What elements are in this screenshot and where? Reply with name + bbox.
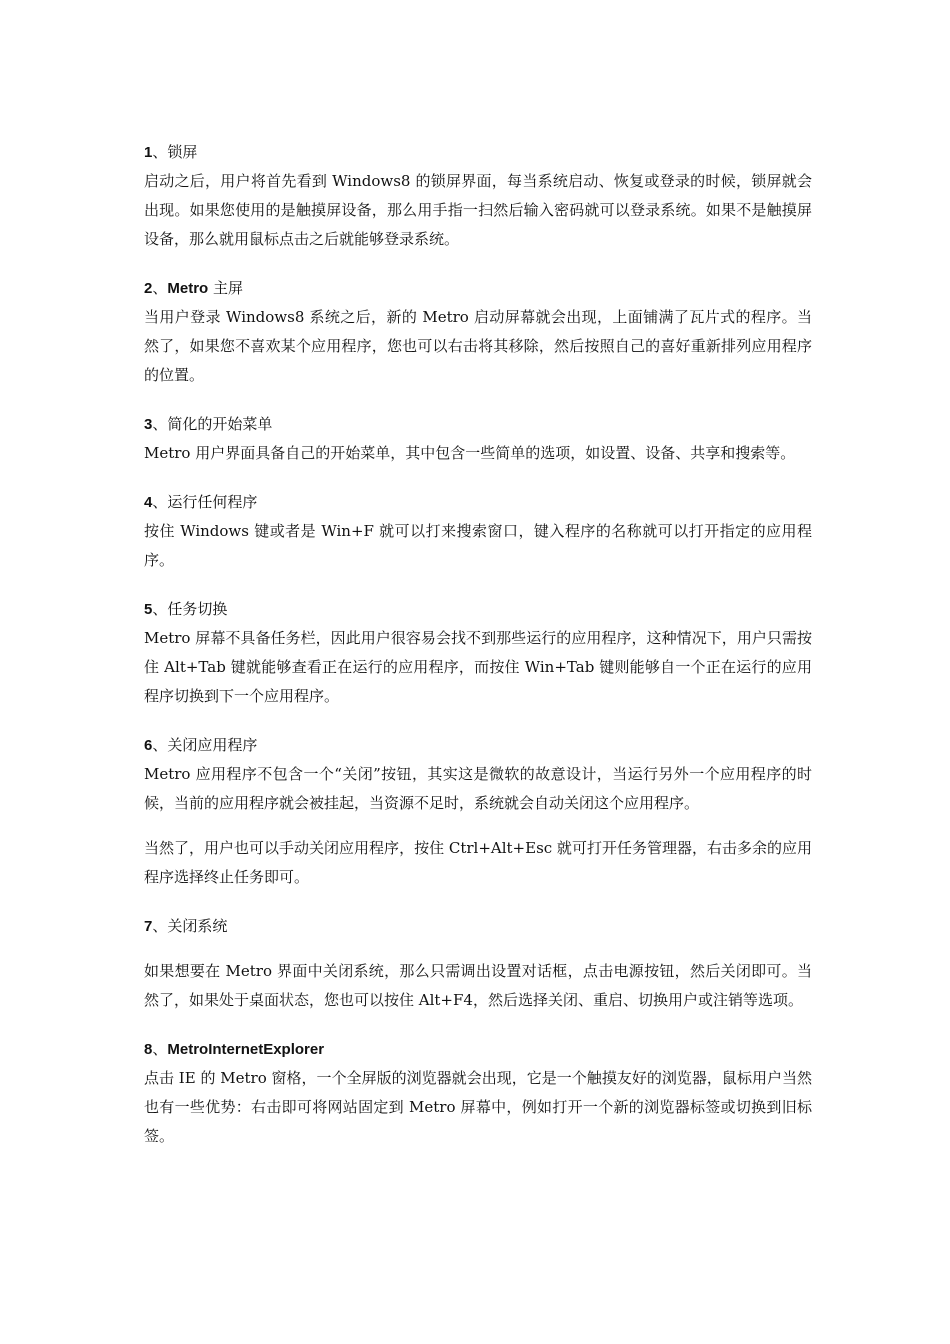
section-title: 、关闭系统 (152, 917, 228, 935)
section-title-separator: 、 (152, 279, 168, 297)
section-title: 、任务切换 (152, 600, 228, 618)
section-shutdown (144, 912, 812, 1015)
section-paragraph: Metro 应用程序不包含一个“关闭”按钮，其实这是微软的故意设计，当运行另外一个应用程序的时候，当前的应用程序就会被挂起，当资源不足时，系统就会自动关闭这个应用程序。 (144, 765, 812, 812)
section-paragraph: 点击 IE 的 Metro 窗格，一个全屏版的浏览器就会出现，它是一个触摸友好的浏览器，鼠标用户当然也有一些优势：右击即可将网站固定到 Metro 屏幕中，例如打开一个新的浏览器标签或切换到旧标签。 (144, 1069, 812, 1145)
section-title: 、运行任何程序 (152, 493, 258, 511)
section-heading (144, 731, 812, 760)
section-number: 5 (144, 601, 153, 618)
section-number: 4 (144, 494, 153, 511)
section-number: 8 (144, 1041, 153, 1058)
section-heading (144, 912, 812, 941)
section-title: 、简化的开始菜单 (152, 415, 273, 433)
section-start-menu (144, 410, 812, 468)
section-heading (144, 595, 812, 624)
section-close-app (144, 731, 812, 892)
section-title: 主屏 (208, 279, 243, 297)
section-heading (144, 488, 812, 517)
section-number: 1 (144, 144, 153, 161)
section-title-separator: 、 (152, 1040, 168, 1058)
section-number: 2 (144, 280, 153, 297)
section-paragraph: 当用户登录 Windows8 系统之后，新的 Metro 启动屏幕就会出现，上面铺满了瓦片式的程序。当然了，如果您不喜欢某个应用程序，您也可以右击将其移除，然后按照自己的喜好重新排列应用程序的位置。 (144, 308, 812, 384)
section-number: 7 (144, 918, 153, 935)
section-heading (144, 1035, 812, 1064)
section-title-latin: MetroInternetExplorer (167, 1041, 325, 1058)
section-heading (144, 138, 812, 167)
section-metro-home (144, 274, 812, 390)
section-metro-ie (144, 1035, 812, 1151)
section-title-latin: Metro (167, 280, 209, 297)
section-number: 6 (144, 737, 153, 754)
section-heading (144, 410, 812, 439)
section-lock-screen (144, 138, 812, 254)
section-heading (144, 274, 812, 303)
document-page (144, 138, 812, 1151)
section-paragraph: Metro 用户界面具备自己的开始菜单，其中包含一些简单的选项，如设置、设备、共享和搜索等。 (144, 444, 796, 462)
section-task-switch (144, 595, 812, 711)
section-paragraph: 按住 Windows 键或者是 Win+F 就可以打来搜索窗口，键入程序的名称就可以打开指定的应用程序。 (144, 522, 812, 569)
section-title: 、关闭应用程序 (152, 736, 258, 754)
section-paragraph: 当然了，用户也可以手动关闭应用程序，按住 Ctrl+Alt+Esc 就可打开任务管理器，右击多余的应用程序选择终止任务即可。 (144, 839, 812, 886)
section-number: 3 (144, 416, 153, 433)
section-title: 、锁屏 (152, 143, 198, 161)
section-paragraph: 如果想要在 Metro 界面中关闭系统，那么只需调出设置对话框，点击电源按钮，然后关闭即可。当然了，如果处于桌面状态，您也可以按住 Alt+F4，然后选择关闭、重启、切换用户或注销等选项。 (144, 962, 812, 1009)
section-run-program (144, 488, 812, 575)
section-paragraph: 启动之后，用户将首先看到 Windows8 的锁屏界面，每当系统启动、恢复或登录的时候，锁屏就会出现。如果您使用的是触摸屏设备，那么用手指一扫然后输入密码就可以登录系统。如果不是触摸屏设备，那么就用鼠标点击之后就能够登录系统。 (144, 172, 812, 248)
section-paragraph: Metro 屏幕不具备任务栏，因此用户很容易会找不到那些运行的应用程序，这种情况下，用户只需按住 Alt+Tab 键就能够查看正在运行的应用程序，而按住 Win+Tab 键则能够自一个正在运行的应用程序切换到下一个应用程序。 (144, 629, 812, 705)
